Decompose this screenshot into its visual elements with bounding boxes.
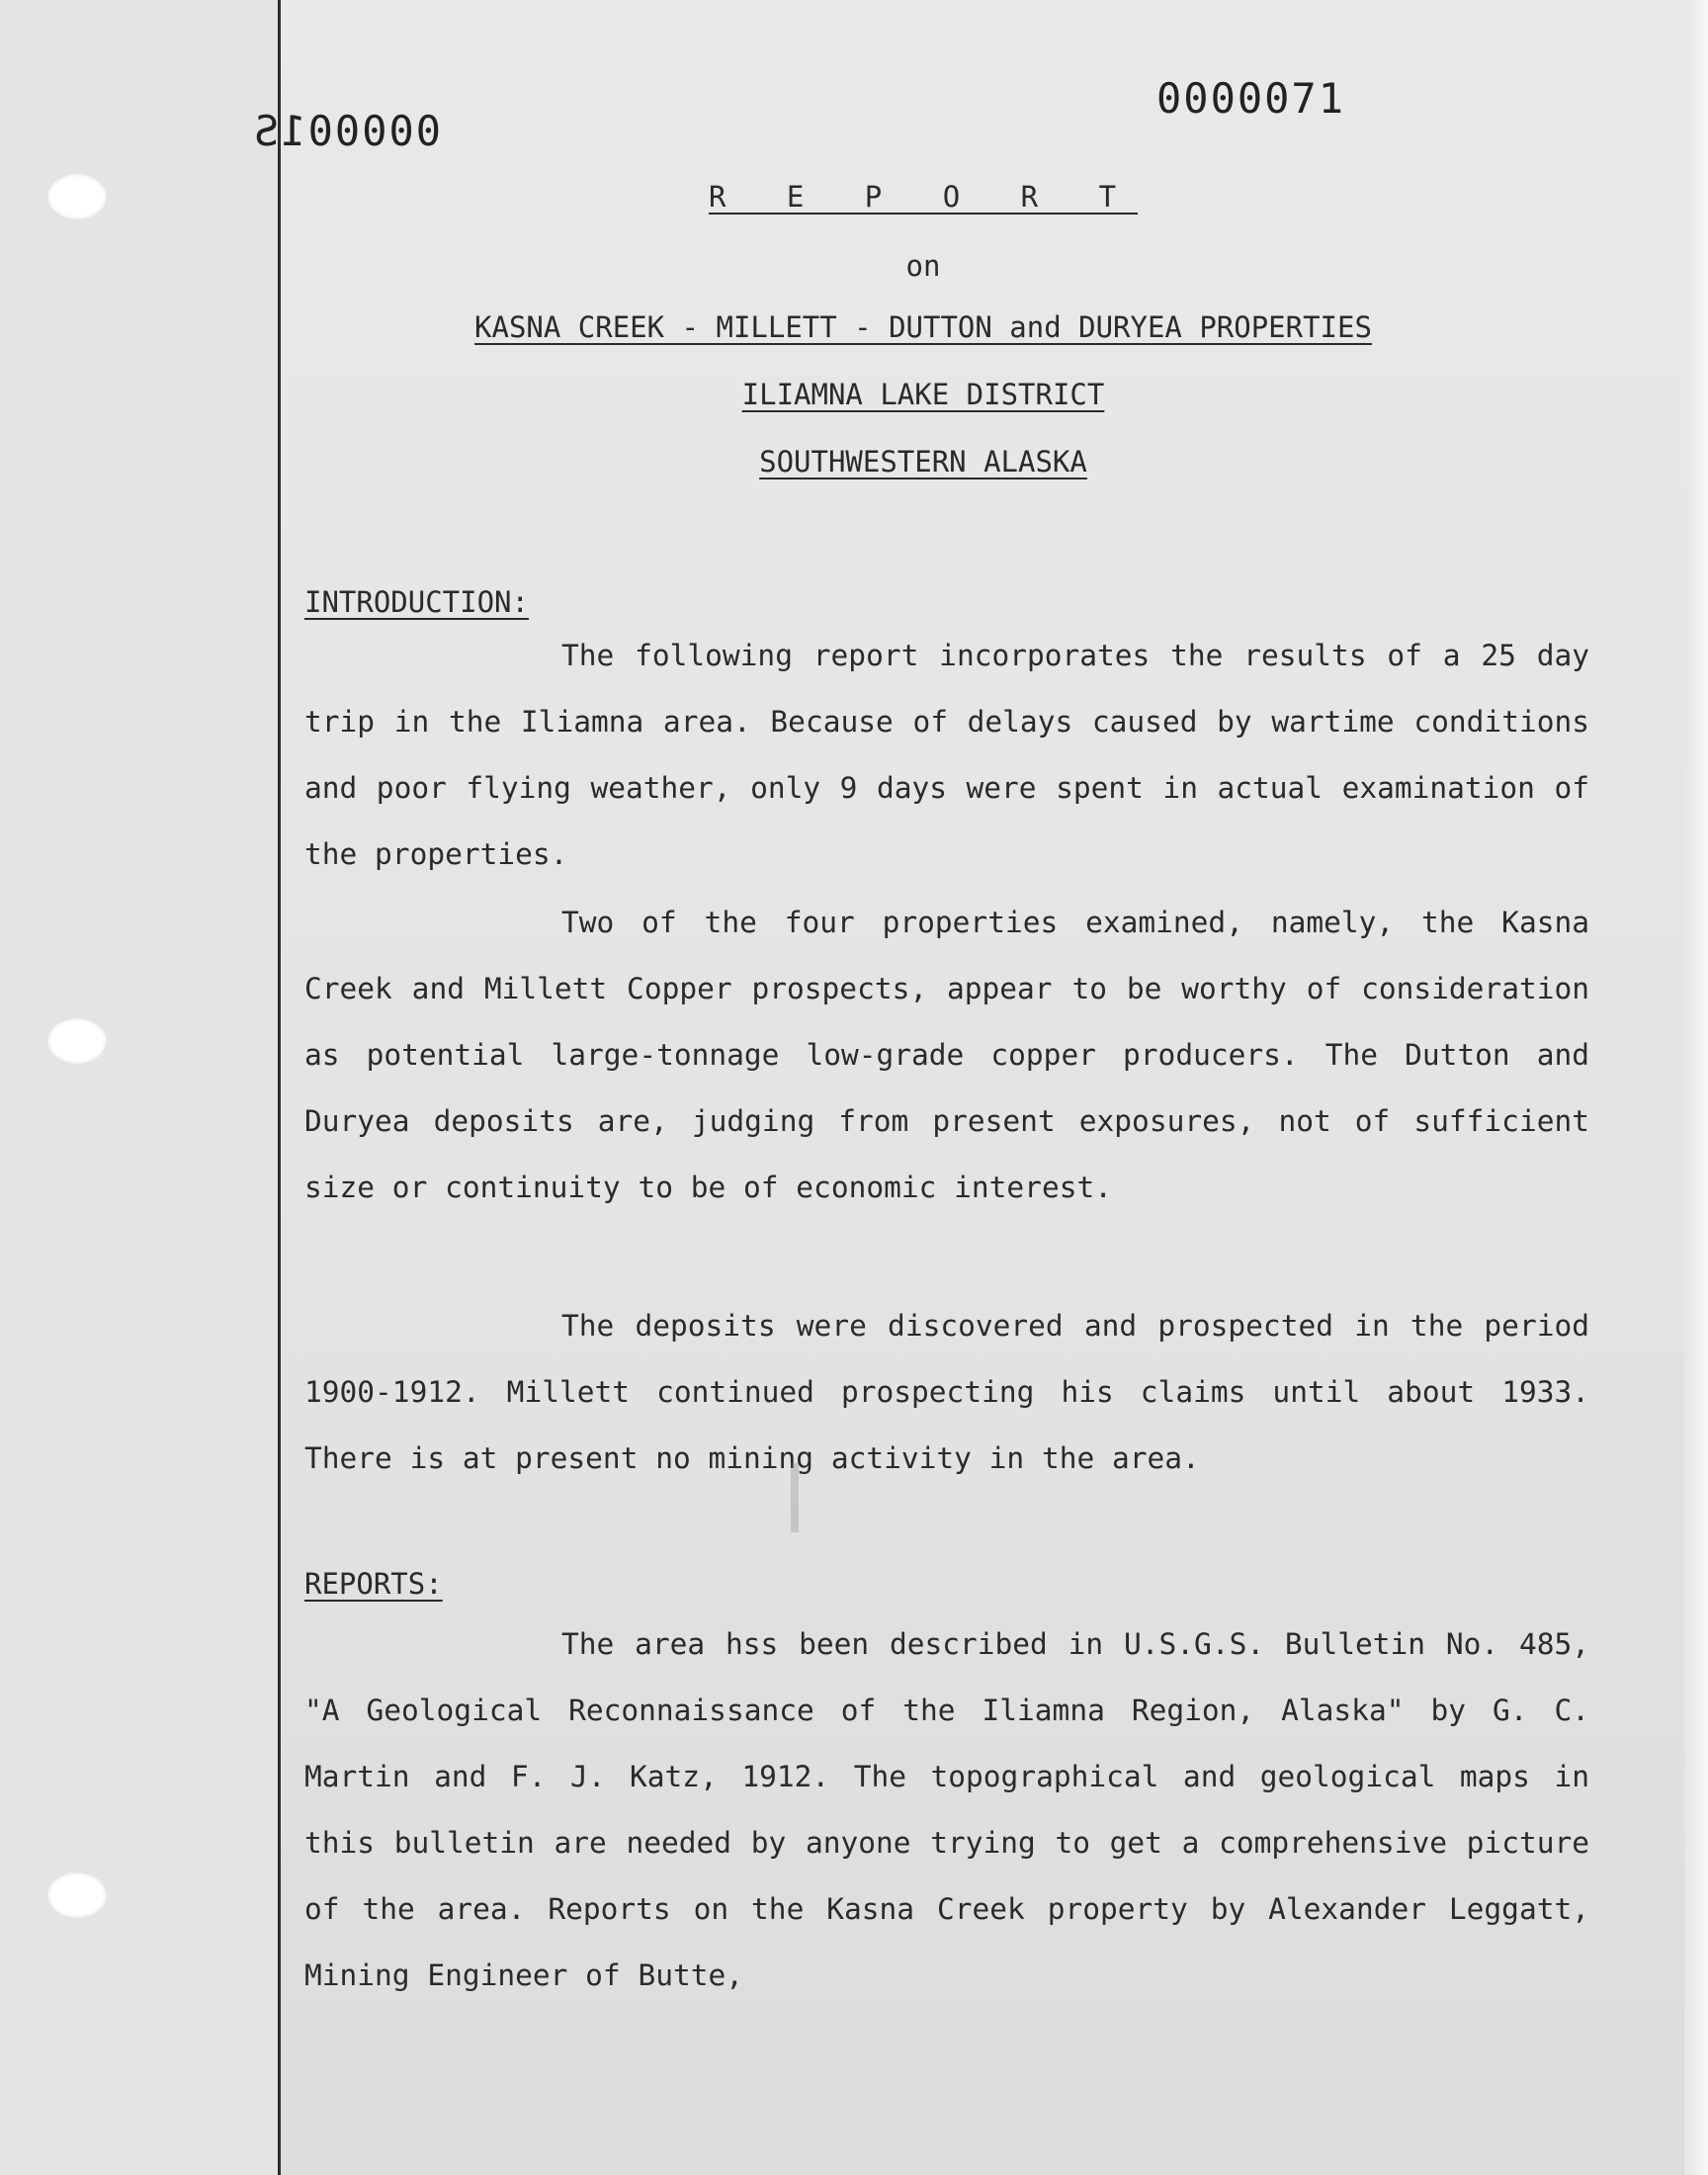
reports-heading: REPORTS:: [304, 1567, 443, 1601]
punch-hole-middle: [47, 1018, 107, 1064]
report-subtitle-on: on: [905, 249, 941, 283]
introduction-paragraph-3: The deposits were discovered and prospected in the period 1900-1912. Millett continued prospecting his claims until about 1933. There is at present no mining activity in the area.: [304, 1309, 1589, 1475]
reports-paragraph-1: The area hss been described in U.S.G.S. Bulletin No. 485, "A Geological Reconnaissance of the Iliamna Region, Alaska" by G. C. Martin and F. J. Katz, 1912. The topographical and geological maps in this bulletin are needed by anyone trying to get a comprehensive picture of the area. Reports on the Kasna Creek property by Alexander Leggatt, Mining Engineer of Butte,: [304, 1627, 1589, 1992]
punch-hole-top: [47, 174, 107, 219]
page-number-stamp-right: 0000071: [1156, 74, 1346, 123]
region-heading: SOUTHWESTERN ALASKA: [759, 445, 1087, 478]
properties-heading: KASNA CREEK - MILLETT - DUTTON and DURYEA PROPERTIES: [474, 310, 1372, 344]
introduction-paragraph-2: Two of the four properties examined, namely, the Kasna Creek and Millett Copper prospects, appear to be worthy of consideration as potential large-tonnage low-grade copper producers. The Dutton and Duryea deposits are, judging from present exposures, not of sufficient size or continuity to be of economic interest.: [304, 906, 1589, 1204]
page-edge: [1684, 0, 1708, 2175]
punch-hole-bottom: [47, 1872, 107, 1918]
report-title: R E P O R T: [708, 180, 1139, 214]
introduction-heading: INTRODUCTION:: [304, 585, 529, 619]
ink-smudge: [791, 1463, 799, 1532]
introduction-paragraph-1: The following report incorporates the results of a 25 day trip in the Iliamna area. Because of delays caused by wartime conditions and poor flying weather, only 9 days were spent in actual examination of the properties.: [304, 639, 1589, 871]
page-number-stamp-left: 000001S: [252, 107, 442, 155]
district-heading: ILIAMNA LAKE DISTRICT: [741, 378, 1105, 411]
binding-margin: [0, 0, 280, 2175]
